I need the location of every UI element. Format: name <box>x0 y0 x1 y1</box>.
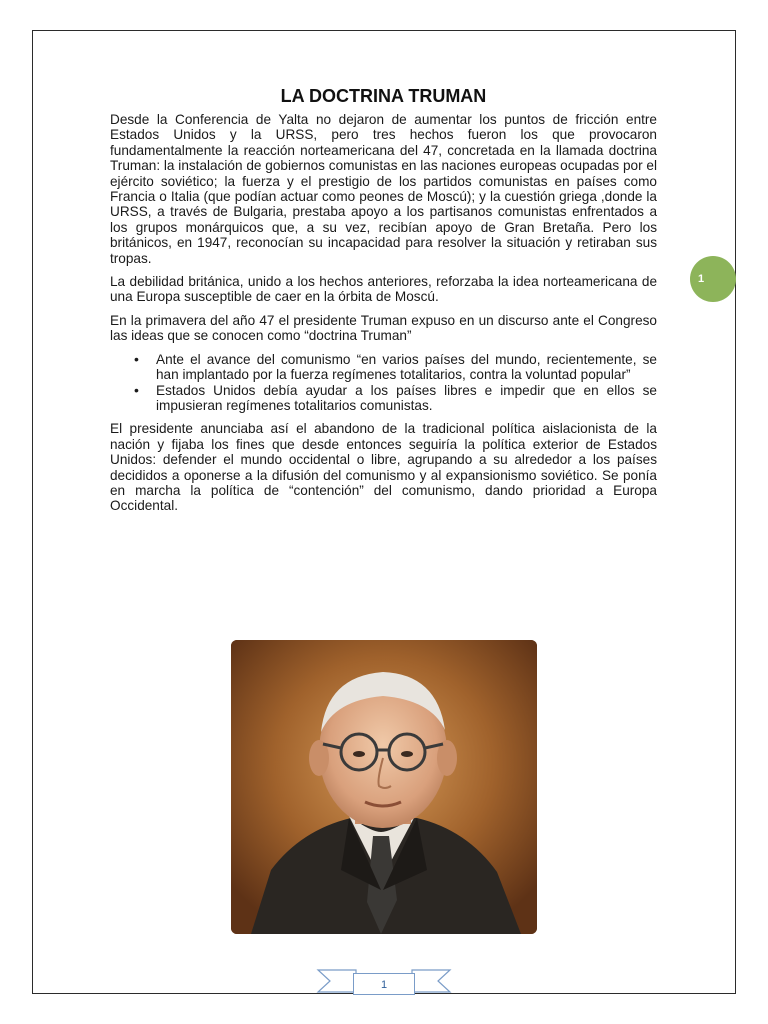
bullet-item: • Ante el avance del comunismo “en varios países del mundo, recientemente, se han implantado por la fuerza regímenes totalitarios, contra la voluntad popular” <box>156 352 657 383</box>
document-title: LA DOCTRINA TRUMAN <box>280 86 487 106</box>
truman-portrait <box>231 640 537 934</box>
paragraph-3: En la primavera del año 47 el presidente Truman expuso en un discurso ante el Congreso las ideas que se conocen como “doctrina Truman” <box>110 312 657 344</box>
bullet-item: • Estados Unidos debía ayudar a los países libres e impedir que en ellos se impusieran regímenes totalitarios comunistas. <box>156 383 657 414</box>
bullet-list <box>110 352 657 414</box>
document-body <box>110 84 657 522</box>
paragraph-1: Desde la Conferencia de Yalta no dejaron de aumentar los puntos de fricción entre Estados Unidos y la URSS, pero tres hechos fueron los que provocaron fundamentalmente la reacción norteamericana del 47, concretada en la llamada doctrina Truman: la instalación de gobiernos comunistas en las naciones europeas ocupadas por el ejército soviético; la fuerza y el prestigio de los partidos comunistas en países como Francia o Italia (que podían actuar como peones de Moscú); y la cuestión griega ,donde la URSS, a través de Bulgaria, prestaba apoyo a los partisanos comunistas enfrentados a los grupos monárquicos que, a su vez, recibían apoyo de Gran Bretaña. Pero los británicos, en 1947, reconocían su incapacidad para resolver la situación y retiraban sus tropas. <box>110 112 657 266</box>
page-number: 1 <box>353 973 415 995</box>
comment-marker[interactable]: 1 <box>690 256 736 302</box>
paragraph-2: La debilidad británica, unido a los hechos anteriores, reforzaba la idea norteamericana de una Europa susceptible de caer en la órbita de Moscú. <box>110 274 657 305</box>
closing-paragraph: El presidente anunciaba así el abandono de la tradicional política aislacionista de la nación y fijaba los fines que desde entonces seguiría la política exterior de Estados Unidos: defender el mundo occidental o libre, agrupando a su alrededor a los países decididos a oponerse a la difusión del comunismo y al expansionismo soviético. Se ponía en marcha la política de “contención” del comunismo, dando prioridad a Europa Occidental. <box>110 421 657 514</box>
